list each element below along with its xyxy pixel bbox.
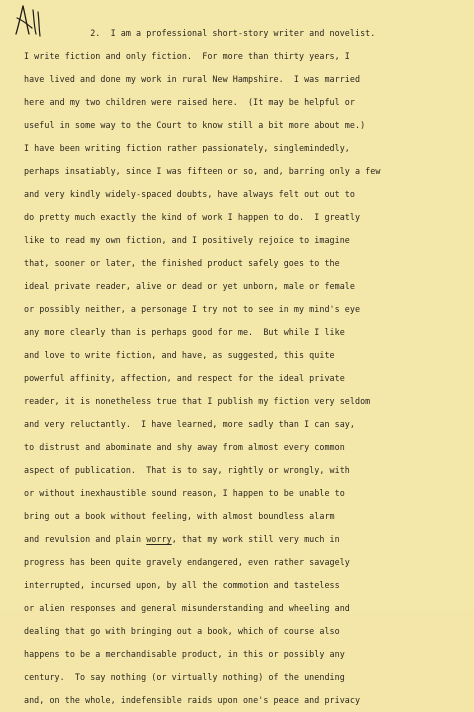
text-line xyxy=(24,390,464,413)
text-segment: progress has been quite gravely endangered, even rather savagely xyxy=(24,557,350,567)
body-text xyxy=(24,22,464,712)
text-segment: and, on the whole, indefensible raids upon one's peace and privacy xyxy=(24,695,361,705)
text-line xyxy=(24,183,464,206)
text-segment: useful in some way to the Court to know still a bit more about me.) xyxy=(24,120,366,130)
text-segment: happens to be a merchandisable product, in this or possibly any xyxy=(24,649,345,659)
indent xyxy=(24,28,90,38)
text-line xyxy=(24,505,464,528)
text-line xyxy=(24,436,464,459)
text-segment: perhaps insatiably, since I was fifteen or so, and, barring only a few xyxy=(24,166,381,176)
text-segment: powerful affinity, affection, and respect for the ideal private xyxy=(24,373,345,383)
text-line xyxy=(24,275,464,298)
text-line xyxy=(24,344,464,367)
text-segment: here and my two children were raised here. (It may be helpful or xyxy=(24,97,355,107)
text-line xyxy=(24,643,464,666)
text-line xyxy=(24,68,464,91)
text-line xyxy=(24,45,464,68)
text-segment: like to read my own fiction, and I positively rejoice to imagine xyxy=(24,235,350,245)
text-line xyxy=(24,666,464,689)
text-line xyxy=(24,160,464,183)
text-segment: dealing that go with bringing out a book, which of course also xyxy=(24,626,340,636)
text-line xyxy=(24,298,464,321)
text-segment: reader, it is nonetheless true that I publish my fiction very seldom xyxy=(24,396,371,406)
text-line xyxy=(24,620,464,643)
text-segment: to distrust and abominate and shy away from almost every common xyxy=(24,442,345,452)
text-segment: and very reluctantly. I have learned, more sadly than I can say, xyxy=(24,419,355,429)
text-segment: bring out a book without feeling, with almost boundless alarm xyxy=(24,511,335,521)
text-segment: I have been writing fiction rather passionately, singlemindedly, xyxy=(24,143,350,153)
underlined-word: worry xyxy=(146,534,172,544)
text-segment: interrupted, incursed upon, by all the commotion and tasteless xyxy=(24,580,340,590)
text-line xyxy=(24,551,464,574)
text-segment: do pretty much exactly the kind of work I happen to do. I greatly xyxy=(24,212,361,222)
text-line xyxy=(24,229,464,252)
text-segment: that, sooner or later, the finished product safely goes to the xyxy=(24,258,340,268)
text-segment: and love to write fiction, and have, as suggested, this quite xyxy=(24,350,335,360)
text-segment: have lived and done my work in rural New Hampshire. I was married xyxy=(24,74,361,84)
text-segment: aspect of publication. That is to say, rightly or wrongly, with xyxy=(24,465,350,475)
text-segment: any more clearly than is perhaps good for me. But while I like xyxy=(24,327,345,337)
text-segment: or alien responses and general misunderstanding and wheeling and xyxy=(24,603,350,613)
text-line xyxy=(24,91,464,114)
text-line xyxy=(24,22,464,45)
text-line xyxy=(24,367,464,390)
text-segment: and revulsion and plain xyxy=(24,534,147,544)
text-line xyxy=(24,206,464,229)
text-line xyxy=(24,574,464,597)
text-line xyxy=(24,137,464,160)
text-segment: I write fiction and only fiction. For more than thirty years, I xyxy=(24,51,350,61)
text-segment: century. To say nothing (or virtually nothing) of the unending xyxy=(24,672,345,682)
text-line xyxy=(24,597,464,620)
text-line xyxy=(24,321,464,344)
text-line xyxy=(24,482,464,505)
text-segment: or possibly neither, a personage I try not to see in my mind's eye xyxy=(24,304,361,314)
text-segment: or without inexhaustible sound reason, I happen to be unable to xyxy=(24,488,345,498)
text-line xyxy=(24,528,464,551)
text-line xyxy=(24,252,464,275)
text-line xyxy=(24,114,464,137)
text-line xyxy=(24,459,464,482)
text-segment: 2. I am a professional short-story writer and novelist. xyxy=(90,28,376,38)
text-line xyxy=(24,689,464,712)
text-line xyxy=(24,413,464,436)
text-segment: and very kindly widely-spaced doubts, have always felt out out to xyxy=(24,189,355,199)
text-segment: ideal private reader, alive or dead or yet unborn, male or female xyxy=(24,281,355,291)
text-segment: , that my work still very much in xyxy=(171,534,340,544)
